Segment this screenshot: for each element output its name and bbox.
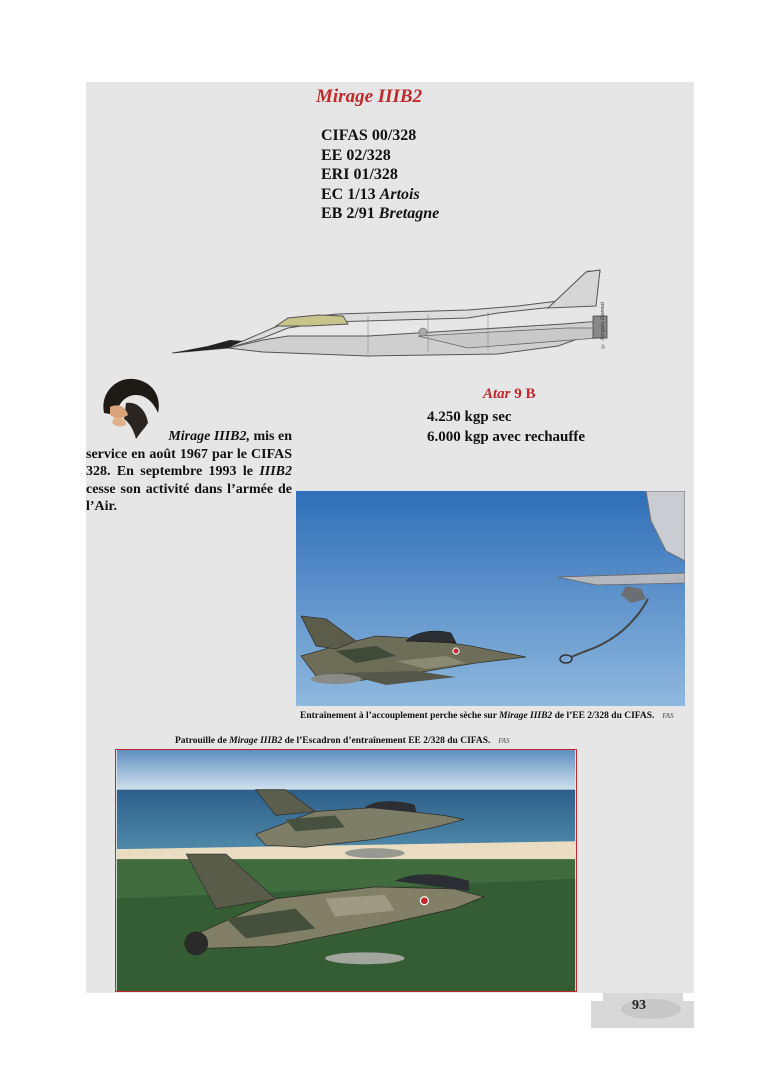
unit-item: EE 02/328 xyxy=(321,146,391,164)
photo1-caption: Entraînement à l’accouplement perche sèche sur Mirage IIIB2 de l’EE 2/328 du CIFAS. FAS xyxy=(300,711,674,721)
unit-item: EB 2/91 Bretagne xyxy=(321,205,440,222)
unit-item: CIFAS 00/328 xyxy=(321,127,417,144)
description-paragraph: Mirage IIIB2, mis en service en août 1967 par le CIFAS 328. En septembre 1993 le IIIB2 cesse son activité dans l’armée de l’Air. xyxy=(86,429,292,514)
unit-list xyxy=(321,126,439,224)
engine-ab-thrust: 6.000 kgp avec rechauffe xyxy=(427,429,586,445)
photo2-caption: Patrouille de Mirage IIIB2 de l’Escadron d’entraînement EE 2/328 du CIFAS. FAS xyxy=(175,736,510,746)
engine-dry-thrust: 4.250 kgp sec xyxy=(427,409,512,425)
page-number: 93 xyxy=(632,998,646,1013)
aircraft-profile-illustration xyxy=(168,266,618,366)
description-first-line: Mirage IIIB2, mis en xyxy=(168,429,292,444)
unit-item: ERI 01/328 xyxy=(321,166,398,183)
engine-title: Atar 9 B xyxy=(483,386,536,402)
profile-credit: © Jacques Donnat xyxy=(600,302,606,349)
refuelling-photo xyxy=(296,491,685,706)
patrol-photo xyxy=(115,749,577,992)
unit-item: EC 1/13 Artois xyxy=(321,185,420,203)
page-title: Mirage IIIB2 xyxy=(316,86,423,107)
engine-specs xyxy=(427,407,585,447)
